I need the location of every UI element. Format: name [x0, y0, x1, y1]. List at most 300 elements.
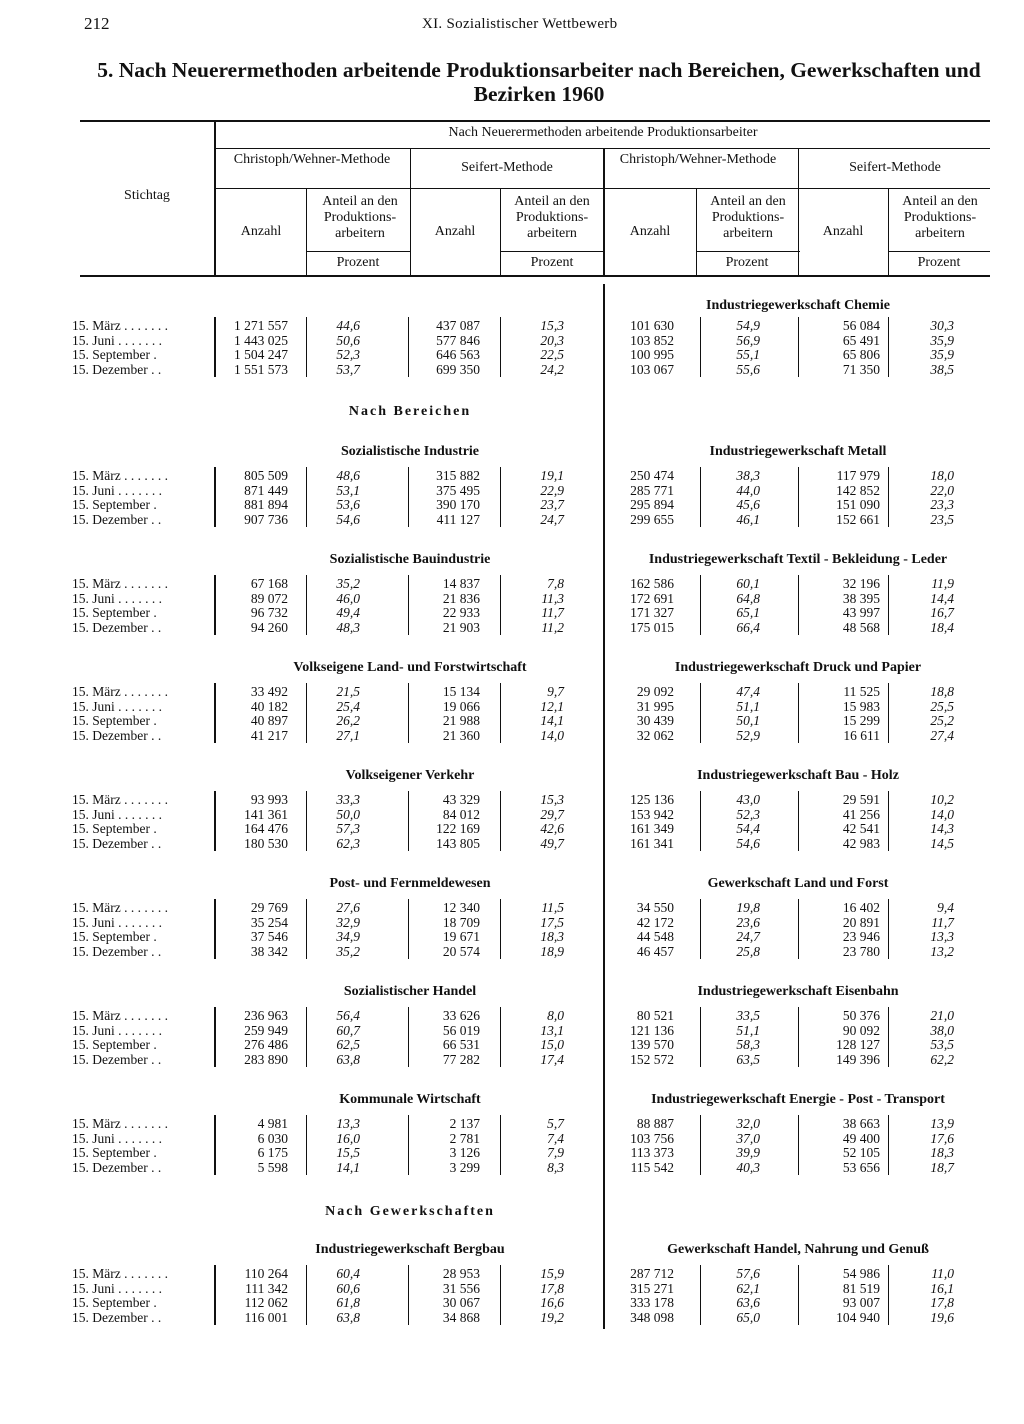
- anzahl-cw-cell: 93 993: [250, 792, 288, 807]
- anteil-cw-cell: 65,0: [736, 1309, 760, 1325]
- anzahl-seifert-cell: 151 090: [836, 497, 880, 512]
- anzahl-cw-cell: 38 342: [250, 943, 288, 959]
- table-row: [0, 821, 1024, 836]
- anzahl-seifert-cell: 90 092: [842, 1022, 880, 1038]
- anteil-seifert-cell: 13,1: [540, 1022, 564, 1038]
- header-vline-1: [410, 148, 411, 275]
- anteil-cw-cell: 46,0: [336, 590, 360, 606]
- anteil-cw-cell: 32,9: [336, 914, 360, 930]
- anteil-seifert-cell: 18,3: [930, 1145, 954, 1160]
- anzahl-seifert-cell: 20 574: [442, 943, 480, 959]
- anteil-seifert-cell: 18,9: [540, 943, 564, 959]
- anteil-seifert-cell: 10,2: [930, 792, 954, 807]
- table-row: [0, 333, 1024, 348]
- header-stichtag: Stichtag: [124, 188, 170, 203]
- anteil-cw-cell: 63,5: [736, 1051, 760, 1067]
- section-title-right: Industriegewerkschaft Chemie: [706, 298, 890, 313]
- table-title: 5. Nach Neuerermethoden arbeitende Produktionsarbeiter nach Bereichen, Gewerkschaften und Bezirken 1960: [97, 58, 981, 106]
- anzahl-seifert-cell: 56 019: [442, 1022, 480, 1038]
- anzahl-cw-cell: 295 894: [630, 497, 674, 512]
- anzahl-seifert-cell: 65 491: [842, 332, 880, 348]
- anteil-cw-cell: 49,4: [336, 605, 360, 620]
- anzahl-cw-cell: 236 963: [244, 1008, 288, 1023]
- anteil-cw-cell: 62,5: [336, 1037, 360, 1052]
- anteil-cw-cell: 38,3: [736, 468, 760, 483]
- anzahl-seifert-cell: 2 137: [449, 1116, 480, 1131]
- anzahl-cw-cell: 30 439: [636, 713, 674, 728]
- stichtag-cell: 15. März . . . . . . .: [72, 1266, 168, 1281]
- anzahl-cw-cell: 1 504 247: [234, 347, 288, 362]
- anzahl-cw-cell: 100 995: [630, 347, 674, 362]
- anzahl-seifert-cell: 53 656: [842, 1159, 880, 1175]
- anteil-cw-cell: 19,8: [736, 900, 760, 915]
- anzahl-cw-cell: 871 449: [244, 482, 288, 498]
- anteil-cw-cell: 46,1: [736, 511, 760, 527]
- anzahl-seifert-cell: 19 066: [442, 698, 480, 714]
- anteil-seifert-cell: 22,5: [540, 347, 564, 362]
- anteil-seifert-cell: 25,2: [930, 713, 954, 728]
- anteil-seifert-cell: 62,2: [930, 1051, 954, 1067]
- anzahl-cw-cell: 161 341: [630, 835, 674, 851]
- anzahl-cw-cell: 161 349: [630, 821, 674, 836]
- anteil-seifert-cell: 35,9: [930, 332, 954, 348]
- table-row: [0, 362, 1024, 377]
- anzahl-cw-cell: 283 890: [244, 1051, 288, 1067]
- anzahl-cw-cell: 80 521: [636, 1008, 674, 1023]
- anzahl-seifert-cell: 34 868: [442, 1309, 480, 1325]
- anzahl-seifert-cell: 38 663: [842, 1116, 880, 1131]
- anteil-cw-cell: 32,0: [736, 1116, 760, 1131]
- anteil-seifert-cell: 25,5: [930, 698, 954, 714]
- anzahl-seifert-cell: 152 661: [836, 511, 880, 527]
- anteil-cw-cell: 60,1: [736, 576, 760, 591]
- anteil-cw-cell: 53,1: [336, 482, 360, 498]
- header-anzahl-1: Anzahl: [240, 224, 282, 239]
- anteil-cw-cell: 48,3: [336, 619, 360, 635]
- table-row: [0, 1266, 1024, 1281]
- anteil-seifert-cell: 13,9: [930, 1116, 954, 1131]
- anzahl-cw-cell: 171 327: [630, 605, 674, 620]
- stichtag-cell: 15. März . . . . . . .: [72, 576, 168, 591]
- stichtag-cell: 15. Juni . . . . . . .: [72, 482, 163, 498]
- header-method-s-2: Seifert-Methode: [849, 160, 941, 175]
- anteil-seifert-cell: 15,3: [540, 318, 564, 333]
- anzahl-cw-cell: 89 072: [250, 590, 288, 606]
- anteil-seifert-cell: 5,7: [547, 1116, 564, 1131]
- table-row: [0, 1310, 1024, 1325]
- table-row: [0, 699, 1024, 714]
- anteil-seifert-cell: 22,0: [930, 482, 954, 498]
- anteil-seifert-cell: 49,7: [540, 835, 564, 851]
- anzahl-seifert-cell: 81 519: [842, 1280, 880, 1296]
- table-row: [0, 1160, 1024, 1175]
- stichtag-cell: 15. Juni . . . . . . .: [72, 914, 163, 930]
- anzahl-cw-cell: 141 361: [244, 806, 288, 822]
- anteil-seifert-cell: 17,8: [540, 1280, 564, 1296]
- anzahl-cw-cell: 276 486: [244, 1037, 288, 1052]
- header-anzahl-2: Anzahl: [434, 224, 476, 239]
- header-top-rule: [80, 120, 990, 122]
- stichtag-cell: 15. Dezember . .: [72, 511, 162, 527]
- anteil-cw-cell: 40,3: [736, 1159, 760, 1175]
- stichtag-cell: 15. Dezember . .: [72, 1159, 162, 1175]
- anzahl-seifert-cell: 143 805: [436, 835, 480, 851]
- anzahl-cw-cell: 299 655: [630, 511, 674, 527]
- anzahl-seifert-cell: 20 891: [842, 914, 880, 930]
- anzahl-seifert-cell: 16 402: [842, 900, 880, 915]
- table-row: [0, 807, 1024, 822]
- section-title-left: Industriegewerkschaft Bergbau: [315, 1242, 505, 1257]
- anzahl-seifert-cell: 84 012: [442, 806, 480, 822]
- anzahl-seifert-cell: 12 340: [442, 900, 480, 915]
- stichtag-cell: 15. März . . . . . . .: [72, 792, 168, 807]
- table-row: [0, 728, 1024, 743]
- header-anteil-2: Anteil an den Produktionsarbeitern: [514, 194, 590, 241]
- table-row: [0, 497, 1024, 512]
- anzahl-cw-cell: 101 630: [630, 318, 674, 333]
- anzahl-seifert-cell: 18 709: [442, 914, 480, 930]
- stichtag-cell: 15. Juni . . . . . . .: [72, 1280, 163, 1296]
- table-row: [0, 792, 1024, 807]
- anteil-seifert-cell: 15,3: [540, 792, 564, 807]
- anteil-seifert-cell: 18,8: [930, 684, 954, 699]
- anzahl-cw-cell: 250 474: [630, 468, 674, 483]
- anzahl-cw-cell: 6 175: [257, 1145, 288, 1160]
- anteil-cw-cell: 24,7: [736, 929, 760, 944]
- stichtag-cell: 15. März . . . . . . .: [72, 318, 168, 333]
- running-head: XI. Sozialistischer Wettbewerb: [422, 16, 618, 32]
- anzahl-seifert-cell: 11 525: [843, 684, 880, 699]
- anzahl-seifert-cell: 50 376: [842, 1008, 880, 1023]
- table-row: [0, 1116, 1024, 1131]
- header-vline-3: [798, 148, 799, 275]
- anzahl-seifert-cell: 52 105: [842, 1145, 880, 1160]
- header-vline-stichtag: [214, 120, 216, 276]
- anzahl-seifert-cell: 21 988: [442, 713, 480, 728]
- anzahl-cw-cell: 103 852: [630, 332, 674, 348]
- anteil-cw-cell: 56,4: [336, 1008, 360, 1023]
- anzahl-cw-cell: 6 030: [257, 1130, 288, 1146]
- anzahl-seifert-cell: 15 299: [842, 713, 880, 728]
- section-title-left: Sozialistische Bauindustrie: [329, 552, 491, 567]
- anzahl-seifert-cell: 16 611: [843, 727, 880, 743]
- anteil-seifert-cell: 7,4: [547, 1130, 564, 1146]
- table-row: [0, 1145, 1024, 1160]
- table-row: [0, 605, 1024, 620]
- anteil-cw-cell: 52,3: [736, 806, 760, 822]
- stichtag-cell: 15. September .: [72, 497, 157, 512]
- anzahl-seifert-cell: 128 127: [836, 1037, 880, 1052]
- anteil-cw-cell: 16,0: [336, 1130, 360, 1146]
- anzahl-cw-cell: 37 546: [250, 929, 288, 944]
- anteil-cw-cell: 26,2: [336, 713, 360, 728]
- anteil-seifert-cell: 14,0: [540, 727, 564, 743]
- anzahl-cw-cell: 5 598: [257, 1159, 288, 1175]
- table-row: [0, 591, 1024, 606]
- anzahl-seifert-cell: 66 531: [442, 1037, 480, 1052]
- anzahl-cw-cell: 121 136: [630, 1022, 674, 1038]
- anzahl-cw-cell: 31 995: [636, 698, 674, 714]
- anteil-cw-cell: 25,4: [336, 698, 360, 714]
- anteil-seifert-cell: 29,7: [540, 806, 564, 822]
- anteil-cw-cell: 44,0: [736, 482, 760, 498]
- anzahl-cw-cell: 164 476: [244, 821, 288, 836]
- anzahl-cw-cell: 881 894: [244, 497, 288, 512]
- anteil-seifert-cell: 14,1: [540, 713, 564, 728]
- anteil-cw-cell: 25,8: [736, 943, 760, 959]
- table-row: [0, 483, 1024, 498]
- anteil-cw-cell: 54,4: [736, 821, 760, 836]
- anzahl-seifert-cell: 411 127: [436, 511, 480, 527]
- anzahl-cw-cell: 112 062: [244, 1295, 288, 1310]
- anteil-seifert-cell: 8,0: [547, 1008, 564, 1023]
- section-title-right: Industriegewerkschaft Energie - Post - Transport: [651, 1092, 945, 1107]
- anteil-cw-cell: 43,0: [736, 792, 760, 807]
- anzahl-seifert-cell: 43 997: [842, 605, 880, 620]
- header-rule-prozent-3: [696, 251, 800, 252]
- header-anzahl-3: Anzahl: [629, 224, 671, 239]
- anzahl-seifert-cell: 117 979: [836, 468, 880, 483]
- stichtag-cell: 15. Dezember . .: [72, 943, 162, 959]
- header-rule-prozent-1: [306, 251, 410, 252]
- anzahl-cw-cell: 34 550: [636, 900, 674, 915]
- anzahl-seifert-cell: 29 591: [842, 792, 880, 807]
- anzahl-seifert-cell: 699 350: [436, 361, 480, 377]
- anzahl-cw-cell: 40 897: [250, 713, 288, 728]
- stichtag-cell: 15. Dezember . .: [72, 835, 162, 851]
- table-row: [0, 318, 1024, 333]
- header-anteil-1: Anteil an den Produktionsarbeitern: [322, 194, 398, 241]
- anzahl-seifert-cell: 33 626: [442, 1008, 480, 1023]
- anteil-seifert-cell: 18,3: [540, 929, 564, 944]
- anteil-seifert-cell: 16,7: [930, 605, 954, 620]
- anteil-cw-cell: 61,8: [336, 1295, 360, 1310]
- anteil-cw-cell: 14,1: [336, 1159, 360, 1175]
- anzahl-cw-cell: 175 015: [630, 619, 674, 635]
- stichtag-cell: 15. März . . . . . . .: [72, 900, 168, 915]
- table-row: [0, 944, 1024, 959]
- stichtag-cell: 15. März . . . . . . .: [72, 1008, 168, 1023]
- header-prozent-2: Prozent: [530, 255, 574, 270]
- anteil-cw-cell: 62,1: [736, 1280, 760, 1296]
- anzahl-seifert-cell: 142 852: [836, 482, 880, 498]
- anzahl-cw-cell: 333 178: [630, 1295, 674, 1310]
- table-row: [0, 929, 1024, 944]
- anzahl-seifert-cell: 41 256: [842, 806, 880, 822]
- table-row: [0, 576, 1024, 591]
- anteil-seifert-cell: 7,9: [547, 1145, 564, 1160]
- anteil-seifert-cell: 9,4: [937, 900, 954, 915]
- anteil-cw-cell: 15,5: [336, 1145, 360, 1160]
- anzahl-cw-cell: 259 949: [244, 1022, 288, 1038]
- header-method-cw-1: Christoph/Wehner-Methode: [233, 152, 391, 167]
- anzahl-seifert-cell: 19 671: [442, 929, 480, 944]
- stichtag-cell: 15. März . . . . . . .: [72, 1116, 168, 1131]
- anzahl-seifert-cell: 122 169: [436, 821, 480, 836]
- anzahl-seifert-cell: 315 882: [436, 468, 480, 483]
- section-title-right: Industriegewerkschaft Eisenbahn: [697, 984, 899, 999]
- anteil-cw-cell: 54,6: [336, 511, 360, 527]
- anteil-seifert-cell: 22,9: [540, 482, 564, 498]
- anteil-cw-cell: 60,7: [336, 1022, 360, 1038]
- table-row: [0, 1037, 1024, 1052]
- anteil-cw-cell: 34,9: [336, 929, 360, 944]
- anteil-cw-cell: 21,5: [336, 684, 360, 699]
- anzahl-cw-cell: 46 457: [636, 943, 674, 959]
- header-method-s-1: Seifert-Methode: [461, 160, 553, 175]
- stichtag-cell: 15. Juni . . . . . . .: [72, 698, 163, 714]
- anteil-seifert-cell: 27,4: [930, 727, 954, 743]
- anzahl-cw-cell: 40 182: [250, 698, 288, 714]
- anteil-cw-cell: 33,3: [336, 792, 360, 807]
- anzahl-cw-cell: 1 443 025: [234, 332, 288, 348]
- anteil-cw-cell: 52,3: [336, 347, 360, 362]
- anteil-seifert-cell: 23,3: [930, 497, 954, 512]
- anzahl-seifert-cell: 77 282: [442, 1051, 480, 1067]
- header-anteil-3: Anteil an den Produktionsarbeitern: [710, 194, 786, 241]
- anzahl-seifert-cell: 32 196: [842, 576, 880, 591]
- anteil-cw-cell: 63,8: [336, 1309, 360, 1325]
- anteil-cw-cell: 57,6: [736, 1266, 760, 1281]
- anzahl-cw-cell: 32 062: [636, 727, 674, 743]
- anteil-seifert-cell: 19,6: [930, 1309, 954, 1325]
- stichtag-cell: 15. September .: [72, 1145, 157, 1160]
- anteil-seifert-cell: 42,6: [540, 821, 564, 836]
- anzahl-seifert-cell: 48 568: [842, 619, 880, 635]
- anzahl-seifert-cell: 149 396: [836, 1051, 880, 1067]
- table-row: [0, 620, 1024, 635]
- anteil-cw-cell: 55,1: [736, 347, 760, 362]
- anteil-seifert-cell: 38,0: [930, 1022, 954, 1038]
- stichtag-cell: 15. September .: [72, 347, 157, 362]
- table-row: [0, 1008, 1024, 1023]
- stichtag-cell: 15. Juni . . . . . . .: [72, 1130, 163, 1146]
- stichtag-cell: 15. September .: [72, 713, 157, 728]
- anteil-seifert-cell: 14,3: [930, 821, 954, 836]
- stichtag-cell: 15. Juni . . . . . . .: [72, 806, 163, 822]
- anteil-cw-cell: 27,6: [336, 900, 360, 915]
- stichtag-cell: 15. Dezember . .: [72, 1309, 162, 1325]
- anzahl-cw-cell: 111 342: [245, 1280, 288, 1296]
- anzahl-cw-cell: 96 732: [250, 605, 288, 620]
- anteil-seifert-cell: 17,4: [540, 1051, 564, 1067]
- table-row: [0, 915, 1024, 930]
- stichtag-cell: 15. September .: [72, 821, 157, 836]
- header-rule-prozent-2: [500, 251, 604, 252]
- anzahl-seifert-cell: 93 007: [842, 1295, 880, 1310]
- anteil-seifert-cell: 8,3: [547, 1159, 564, 1175]
- anzahl-cw-cell: 88 887: [636, 1116, 674, 1131]
- anteil-cw-cell: 44,6: [336, 318, 360, 333]
- anzahl-cw-cell: 115 542: [630, 1159, 674, 1175]
- table-row: [0, 713, 1024, 728]
- anzahl-seifert-cell: 646 563: [436, 347, 480, 362]
- section-title-right: Gewerkschaft Land und Forst: [707, 876, 889, 891]
- anzahl-seifert-cell: 28 953: [442, 1266, 480, 1281]
- stichtag-cell: 15. September .: [72, 929, 157, 944]
- anzahl-cw-cell: 29 769: [250, 900, 288, 915]
- anzahl-seifert-cell: 390 170: [436, 497, 480, 512]
- anzahl-seifert-cell: 31 556: [442, 1280, 480, 1296]
- anteil-seifert-cell: 15,0: [540, 1037, 564, 1052]
- anteil-cw-cell: 58,3: [736, 1037, 760, 1052]
- anteil-seifert-cell: 15,9: [540, 1266, 564, 1281]
- anteil-cw-cell: 27,1: [336, 727, 360, 743]
- stichtag-cell: 15. März . . . . . . .: [72, 468, 168, 483]
- stichtag-cell: 15. Dezember . .: [72, 619, 162, 635]
- header-prozent-3: Prozent: [725, 255, 769, 270]
- anteil-cw-cell: 66,4: [736, 619, 760, 635]
- anteil-cw-cell: 56,9: [736, 332, 760, 348]
- anteil-cw-cell: 54,6: [736, 835, 760, 851]
- anzahl-cw-cell: 287 712: [630, 1266, 674, 1281]
- anzahl-seifert-cell: 15 134: [442, 684, 480, 699]
- table-row: [0, 1131, 1024, 1146]
- anteil-seifert-cell: 11,7: [931, 914, 954, 930]
- anzahl-seifert-cell: 56 084: [842, 318, 880, 333]
- table-row: [0, 1052, 1024, 1067]
- anteil-seifert-cell: 11,3: [541, 590, 564, 606]
- anzahl-seifert-cell: 42 983: [842, 835, 880, 851]
- anteil-seifert-cell: 24,2: [540, 361, 564, 377]
- anteil-cw-cell: 63,6: [736, 1295, 760, 1310]
- header-prozent-4: Prozent: [917, 255, 961, 270]
- anteil-seifert-cell: 11,7: [541, 605, 564, 620]
- table-row: [0, 1295, 1024, 1310]
- anzahl-cw-cell: 4 981: [257, 1116, 288, 1131]
- header-anzahl-4: Anzahl: [822, 224, 864, 239]
- anteil-cw-cell: 60,6: [336, 1280, 360, 1296]
- stichtag-cell: 15. September .: [72, 1037, 157, 1052]
- anzahl-seifert-cell: 21 836: [442, 590, 480, 606]
- anteil-cw-cell: 35,2: [336, 576, 360, 591]
- category-gewerkschaften: Nach Gewerkschaften: [325, 1204, 495, 1219]
- table-row: [0, 512, 1024, 527]
- anteil-seifert-cell: 30,3: [930, 318, 954, 333]
- anteil-seifert-cell: 9,7: [547, 684, 564, 699]
- anzahl-seifert-cell: 22 933: [442, 605, 480, 620]
- anzahl-seifert-cell: 54 986: [842, 1266, 880, 1281]
- anteil-cw-cell: 37,0: [736, 1130, 760, 1146]
- anteil-cw-cell: 23,6: [736, 914, 760, 930]
- section-title-left: Sozialistischer Handel: [343, 984, 477, 999]
- header-group: Nach Neuerermethoden arbeitende Produktionsarbeiter: [448, 125, 758, 140]
- anteil-seifert-cell: 35,9: [930, 347, 954, 362]
- stichtag-cell: 15. Juni . . . . . . .: [72, 590, 163, 606]
- anteil-seifert-cell: 18,7: [930, 1159, 954, 1175]
- anteil-seifert-cell: 17,5: [540, 914, 564, 930]
- anzahl-cw-cell: 315 271: [630, 1280, 674, 1296]
- anzahl-seifert-cell: 14 837: [442, 576, 480, 591]
- anteil-seifert-cell: 7,8: [547, 576, 564, 591]
- anzahl-seifert-cell: 104 940: [836, 1309, 880, 1325]
- anzahl-seifert-cell: 15 983: [842, 698, 880, 714]
- anteil-seifert-cell: 38,5: [930, 361, 954, 377]
- anteil-cw-cell: 51,1: [736, 1022, 760, 1038]
- anzahl-cw-cell: 110 264: [244, 1266, 288, 1281]
- table-row: [0, 1023, 1024, 1038]
- anzahl-cw-cell: 153 942: [630, 806, 674, 822]
- section-title-left: Post- und Fernmeldewesen: [329, 876, 491, 891]
- section-title-left: Volkseigener Verkehr: [345, 768, 475, 783]
- anteil-cw-cell: 48,6: [336, 468, 360, 483]
- anteil-cw-cell: 64,8: [736, 590, 760, 606]
- anzahl-cw-cell: 116 001: [244, 1309, 288, 1325]
- anzahl-seifert-cell: 65 806: [842, 347, 880, 362]
- stichtag-cell: 15. September .: [72, 605, 157, 620]
- anteil-cw-cell: 39,9: [736, 1145, 760, 1160]
- anteil-seifert-cell: 19,1: [540, 468, 564, 483]
